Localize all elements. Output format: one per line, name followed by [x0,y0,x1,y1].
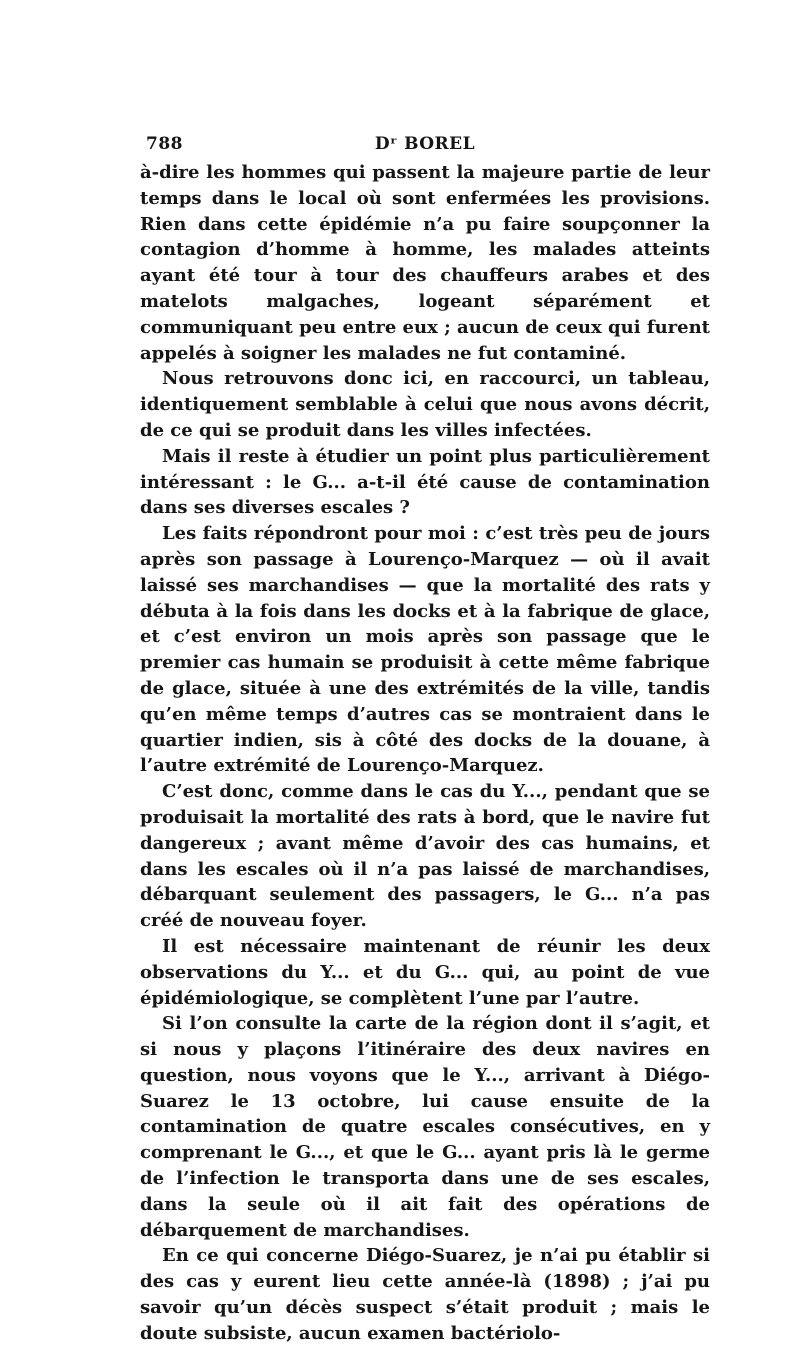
page-number: 788 [146,134,183,154]
paragraph: C’est donc, comme dans le cas du Y..., pendant que se produisait la mortalité des rats à bord, que le navire fut dangereux ; avant même d’avoir des cas humains, et dans les escales où il n’a pas laissé de marchandises, débarquant seulement des passagers, le G... n’a pas créé de nouveau foyer. [140,781,710,932]
running-head: Dʳ BOREL [374,134,476,154]
paragraph: Mais il reste à étudier un point plus particulièrement intéressant : le G... a-t-il été cause de contamination dans ses diverses escales ? [140,445,710,519]
paragraph: En ce qui concerne Diégo-Suarez, je n’ai pu établir si des cas y eurent lieu cette année-là (1898) ; j’ai pu savoir qu’un décès suspect s’était produit ; mais le doute subsiste, aucun examen bactériolo- [140,1245,710,1344]
paragraph-continued: à-dire les hommes qui passent la majeure partie de leur temps dans le local où sont enfermées les provisions. Rien dans cette épidémie n’a pu faire soupçonner la contagion d’homme à homme, les malades atteints ayant été tour à tour des chauffeurs arabes et des matelots malgaches, logeant séparément et communiquant peu entre eux ; aucun de ceux qui furent appelés à soigner les malades ne fut contaminé. [140,162,710,364]
paragraph: Nous retrouvons donc ici, en raccourci, un tableau, identiquement semblable à celui que nous avons décrit, de ce qui se produit dans les villes infectées. [140,368,710,441]
paragraph: Les faits répondront pour moi : c’est très peu de jours après son passage à Lourenço-Marquez — où il avait laissé ses marchandises — que la mortalité des rats y débuta à la fois dans les docks et à la fabrique de glace, et c’est environ un mois après son passage que le premier cas humain se produisit à cette même fabrique de glace, située à une des extrémités de la ville, tandis qu’en même temps d’autres cas se montraient dans le quartier indien, sis à côté des docks de la douane, à l’autre extrémité de Lourenço-Marquez. [140,523,710,777]
book-page [140,128,710,1347]
paragraph: Il est nécessaire maintenant de réunir les deux observations du Y... et du G... qui, au point de vue épidémiologique, se complètent l’une par l’autre. [140,935,710,1009]
page-header [140,128,710,160]
paragraph: Si l’on consulte la carte de la région dont il s’agit, et si nous y plaçons l’itinéraire des deux navires en question, nous voyons que le Y..., arrivant à Diégo-Suarez le 13 octobre, lui cause ensuite de la contamination de quatre escales consécutives, en y comprenant le G..., et que le G... ayant pris là le germe de l’infection le transporta dans une de ses escales, dans la seule où il ait fait des opérations de débarquement de marchandises. [140,1013,710,1241]
body-text [140,160,710,1347]
